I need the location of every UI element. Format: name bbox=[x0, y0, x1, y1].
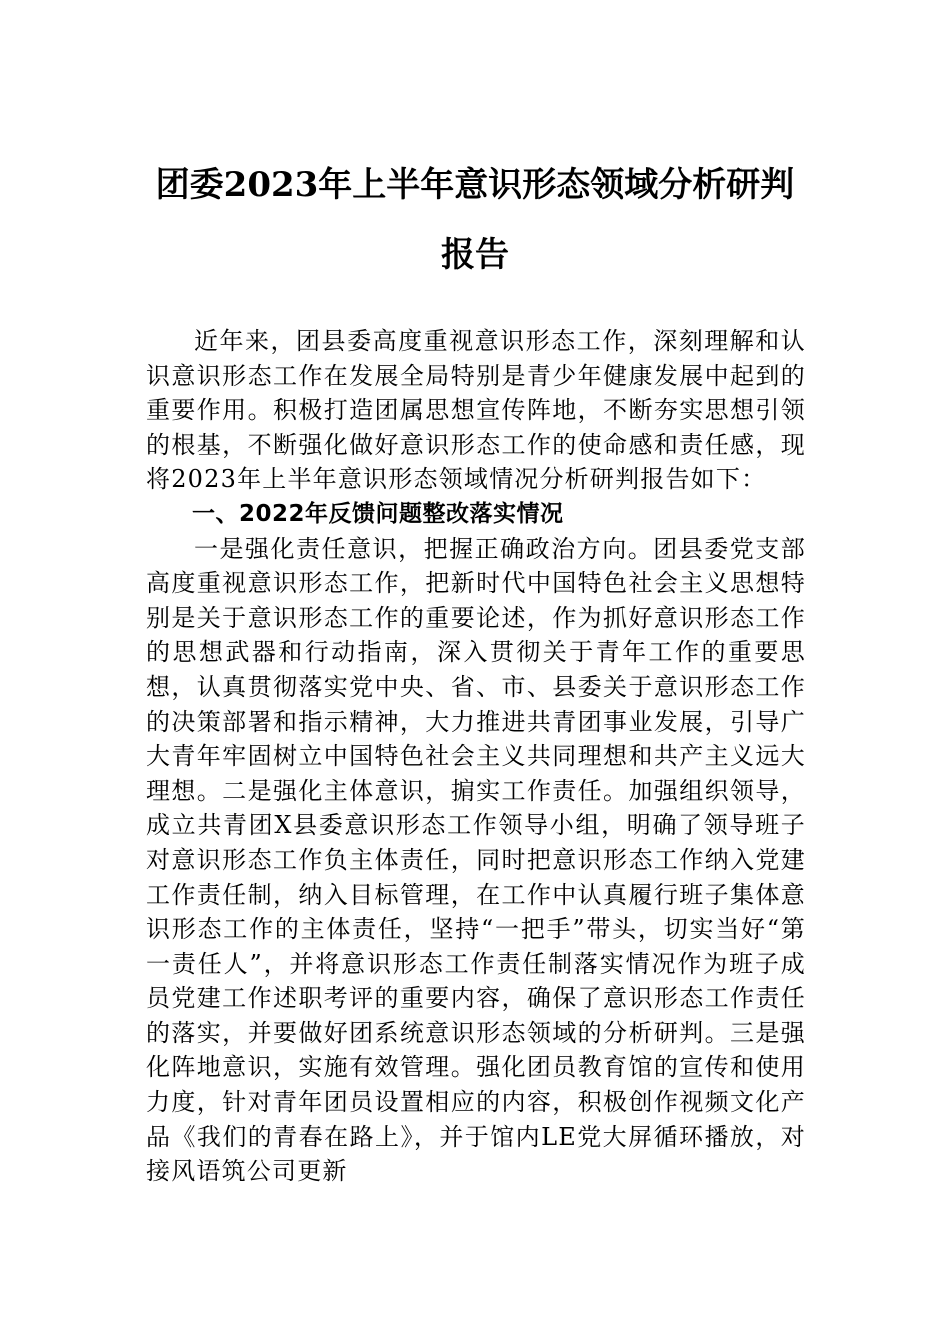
intro-paragraph: 近年来，团县委高度重视意识形态工作，深刻理解和认识意识形态工作在发展全局特别是青少年健康发展中起到的重要作用。积极打造团属思想宣传阵地，不断夯实思想引领的根基，不断强化做好意识形态工作的使命感和责任感，现将2023年上半年意识形态领域情况分析研判报告如下： bbox=[146, 327, 806, 494]
section-1-paragraph: 一是强化责任意识，把握正确政治方向。团县委党支部高度重视意识形态工作，把新时代中国特色社会主义思想特别是关于意识形态工作的重要论述，作为抓好意识形态工作的思想武器和行动指南，深入贯彻关于青年工作的重要思想，认真贯彻落实党中央、省、市、县委关于意识形态工作的决策部署和指示精神，大力推进共青团事业发展，引导广大青年牢固树立中国特色社会主义共同理想和共产主义远大理想。二是强化主体意识，掮实工作责任。加强组织领导，成立共青团X县委意识形态工作领导小组，明确了领导班子对意识形态工作负主体责任，同时把意识形态工作纳入党建工作责任制，纳入目标管理，在工作中认真履行班子集体意识形态工作的主体责任，坚持“一把手”带头，切实当好“第一责任人”，并将意识形态工作责任制落实情况作为班子成员党建工作述职考评的重要内容，确保了意识形态工作责任的落实，并要做好团系统意识形态领域的分析研判。三是强化阵地意识，实施有效管理。强化团员教育馆的宣传和使用力度，针对青年团员设置相应的内容，积极创作视频文化产品《我们的青春在路上》，并于馆内LE党大屏循环播放，对接风语筑公司更新 bbox=[146, 534, 806, 1186]
document-body bbox=[146, 324, 806, 1189]
document-title-line-2: 报告 bbox=[441, 235, 509, 275]
section-1-heading: 一、2022年反馈问题整改落实情况 bbox=[192, 500, 564, 527]
document-title-line-1: 团委2023年上半年意识形态领域分析研判 bbox=[155, 165, 795, 205]
